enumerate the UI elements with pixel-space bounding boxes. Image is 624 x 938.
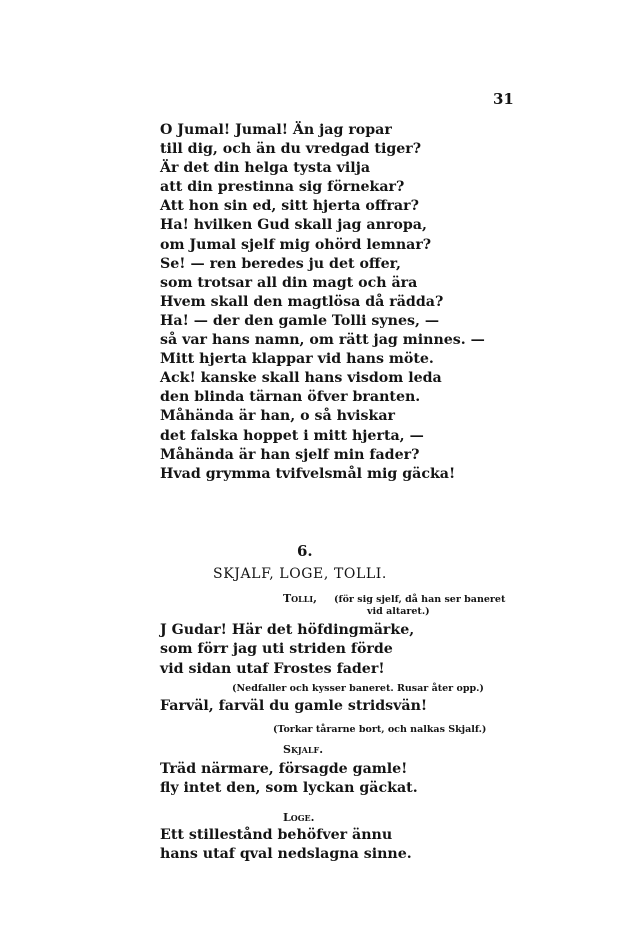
verse-line: Farväl, farväl du gamle stridsvän! bbox=[160, 698, 428, 714]
stage-direction-tolli-2: vid altaret.) bbox=[367, 606, 430, 617]
speaker-skjalf: Skjalf. bbox=[283, 743, 324, 756]
stage-direction-kneel: (Nedfaller och kysser baneret. Rusar åter opp.) bbox=[232, 683, 484, 694]
verse-line: det falska hoppet i mitt hjerta, — bbox=[160, 427, 424, 444]
verse-line: Ha! — der den gamle Tolli synes, — bbox=[160, 312, 440, 329]
verse-line: att din prestinna sig förnekar? bbox=[160, 179, 405, 196]
verse-line: fly intet den, som lyckan gäckat. bbox=[160, 780, 418, 797]
verse-line: Hvad grymma tvifvelsmål mig gäcka! bbox=[160, 465, 456, 482]
tolli-verse-1 bbox=[160, 621, 414, 679]
verse-line: vid sidan utaf Frostes fader! bbox=[160, 660, 385, 677]
verse-line: Ha! hvilken Gud skall jag anropa, bbox=[160, 217, 427, 234]
verse-line: Att hon sin ed, sitt hjerta offrar? bbox=[160, 198, 419, 215]
verse-line: Hvem skall den magtlösa då rädda? bbox=[160, 293, 444, 310]
verse-line: till dig, och än du vredgad tiger? bbox=[160, 141, 422, 158]
skjalf-verse bbox=[160, 760, 418, 799]
verse-line: den blinda tärnan öfver branten. bbox=[160, 389, 421, 406]
verse-line: Måhända är han, o så hviskar bbox=[160, 408, 396, 425]
verse-line: J Gudar! Här det höfdingmärke, bbox=[160, 622, 415, 638]
verse-line: som trotsar all din magt och ära bbox=[160, 274, 418, 291]
verse-line: som förr jag uti striden förde bbox=[160, 641, 393, 658]
verse-line: Ett stillestånd behöfver ännu bbox=[160, 827, 393, 843]
speaker-tolli: Tolli, bbox=[283, 592, 317, 605]
scene-characters: SKJALF, LOGE, TOLLI. bbox=[213, 566, 387, 582]
stage-direction-tolli-1: (för sig sjelf, då han ser baneret bbox=[334, 594, 506, 605]
verse-line: om Jumal sjelf mig ohörd lemnar? bbox=[160, 236, 432, 253]
tolli-verse-2 bbox=[160, 697, 427, 716]
loge-verse bbox=[160, 826, 412, 865]
page-number: 31 bbox=[493, 90, 514, 108]
verse-line: hans utaf qval nedslagna sinne. bbox=[160, 846, 412, 863]
verse-line: så var hans namn, om rätt jag minnes. — bbox=[160, 332, 485, 349]
poem-stanza bbox=[160, 121, 560, 484]
verse-line: Är det din helga tysta vilja bbox=[160, 160, 371, 177]
stage-direction-tears: (Torkar tårarne bort, och nalkas Skjalf.) bbox=[273, 724, 487, 735]
speaker-loge: Loge. bbox=[283, 811, 315, 824]
verse-line: O Jumal! Jumal! Än jag ropar bbox=[160, 122, 392, 138]
scene-number: 6. bbox=[297, 542, 313, 560]
verse-line: Ack! kanske skall hans visdom leda bbox=[160, 370, 442, 387]
verse-line: Måhända är han sjelf min fader? bbox=[160, 446, 420, 463]
verse-line: Träd närmare, försagde gamle! bbox=[160, 761, 408, 777]
verse-line: Mitt hjerta klappar vid hans möte. bbox=[160, 351, 434, 368]
verse-line: Se! — ren beredes ju det offer, bbox=[160, 255, 401, 272]
